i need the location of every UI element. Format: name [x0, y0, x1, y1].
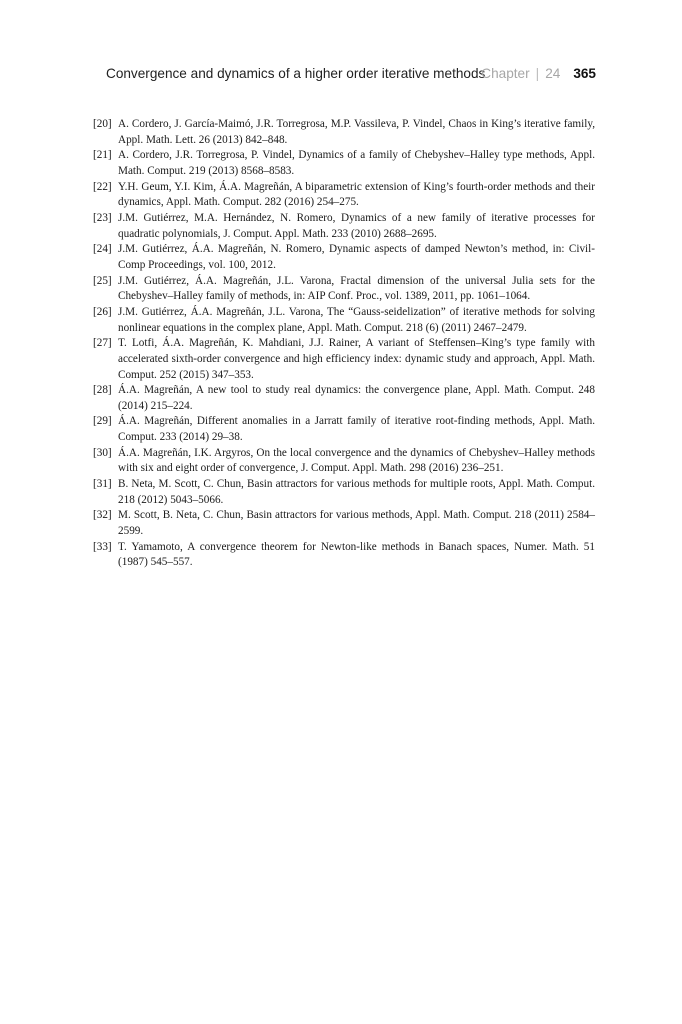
reference-item [93, 477, 595, 508]
reference-number: [31] [93, 478, 112, 491]
chapter-number: 24 [545, 66, 561, 81]
reference-text: Á.A. Magreñán, I.K. Argyros, On the local convergence and the dynamics of Chebyshev–Halley methods with six and eight order of convergence, J. Comput. Appl. Math. 298 (2016) 236–251. [118, 446, 595, 475]
reference-text: J.M. Gutiérrez, Á.A. Magreñán, J.L. Varona, The “Gauss-seidelization” of iterative methods for solving nonlinear equations in the complex plane, Appl. Math. Comput. 218 (6) (2011) 2467–2479. [118, 305, 595, 334]
reference-list [93, 117, 595, 571]
reference-text: A. Cordero, J.R. Torregrosa, P. Vindel, Dynamics of a family of Chebyshev–Halley type methods, Appl. Math. Comput. 219 (2013) 8568–8583. [118, 149, 595, 177]
running-head-separator: | [535, 66, 540, 81]
running-head-title: Convergence and dynamics of a higher order iterative methods [106, 66, 486, 81]
reference-number: [29] [93, 415, 112, 428]
reference-number: [20] [93, 118, 112, 130]
reference-item [93, 540, 595, 571]
reference-item [93, 383, 595, 414]
reference-item [93, 446, 595, 477]
reference-number: [21] [93, 149, 112, 162]
reference-number: [32] [93, 509, 112, 522]
reference-number: [22] [93, 180, 112, 193]
reference-number: [25] [93, 274, 112, 287]
reference-text: J.M. Gutiérrez, Á.A. Magreñán, N. Romero, Dynamic aspects of damped Newton’s method, in: Civil-Comp Proceedings, vol. 100, 2012. [118, 243, 595, 271]
reference-text: T. Yamamoto, A convergence theorem for Newton-like methods in Banach spaces, Numer. Math. 51 (1987) 545–557. [118, 540, 595, 569]
reference-item [93, 242, 595, 273]
chapter-label: Chapter [481, 66, 530, 81]
reference-number: [24] [93, 243, 112, 256]
running-head [106, 63, 596, 85]
reference-text: J.M. Gutiérrez, M.A. Hernández, N. Romero, Dynamics of a new family of iterative processes for quadratic polynomials, J. Comput. Appl. Math. 233 (2010) 2688–2695. [118, 211, 595, 240]
reference-item [93, 211, 595, 242]
reference-text: B. Neta, M. Scott, C. Chun, Basin attractors for various methods for multiple roots, Appl. Math. Comput. 218 (2012) 5043–5066. [118, 478, 595, 506]
reference-text: T. Lotfi, Á.A. Magreñán, K. Mahdiani, J.J. Rainer, A variant of Steffensen–King’s type family with accelerated sixth-order convergence and high efficiency index: dynamic study and approach, Appl. Math. Comput. 252 (2015) 347–353. [118, 337, 595, 381]
reference-item [93, 117, 595, 148]
reference-text: Á.A. Magreñán, A new tool to study real dynamics: the convergence plane, Appl. Math. Comput. 248 (2014) 215–224. [118, 384, 595, 412]
page-number: 365 [573, 66, 596, 81]
reference-text: A. Cordero, J. García-Maimó, J.R. Torregrosa, M.P. Vassileva, P. Vindel, Chaos in King’s iterative family, Appl. Math. Lett. 26 (2013) 842–848. [118, 118, 595, 146]
reference-number: [23] [93, 211, 112, 224]
reference-number: [33] [93, 540, 112, 553]
reference-number: [27] [93, 337, 112, 350]
reference-item [93, 274, 595, 305]
reference-item [93, 305, 595, 336]
reference-item [93, 336, 595, 383]
reference-text: M. Scott, B. Neta, C. Chun, Basin attractors for various methods, Appl. Math. Comput. 218 (2011) 2584–2599. [118, 509, 595, 538]
reference-item [93, 180, 595, 211]
reference-number: [28] [93, 384, 112, 397]
reference-text: Y.H. Geum, Y.I. Kim, Á.A. Magreñán, A biparametric extension of King’s fourth-order methods and their dynamics, Appl. Math. Comput. 282 (2016) 254–275. [118, 180, 595, 209]
reference-item [93, 508, 595, 539]
running-head-chapter-info [481, 63, 596, 85]
reference-text: Á.A. Magreñán, Different anomalies in a Jarratt family of iterative root-finding methods, Appl. Math. Comput. 233 (2014) 29–38. [118, 415, 595, 444]
reference-number: [30] [93, 446, 112, 459]
reference-item [93, 148, 595, 179]
reference-item [93, 414, 595, 445]
reference-text: J.M. Gutiérrez, Á.A. Magreñán, J.L. Varona, Fractal dimension of the universal Julia sets for the Chebyshev–Halley family of methods, in: AIP Conf. Proc., vol. 1389, 2011, pp. 1061–1064. [118, 274, 595, 303]
reference-number: [26] [93, 305, 112, 318]
